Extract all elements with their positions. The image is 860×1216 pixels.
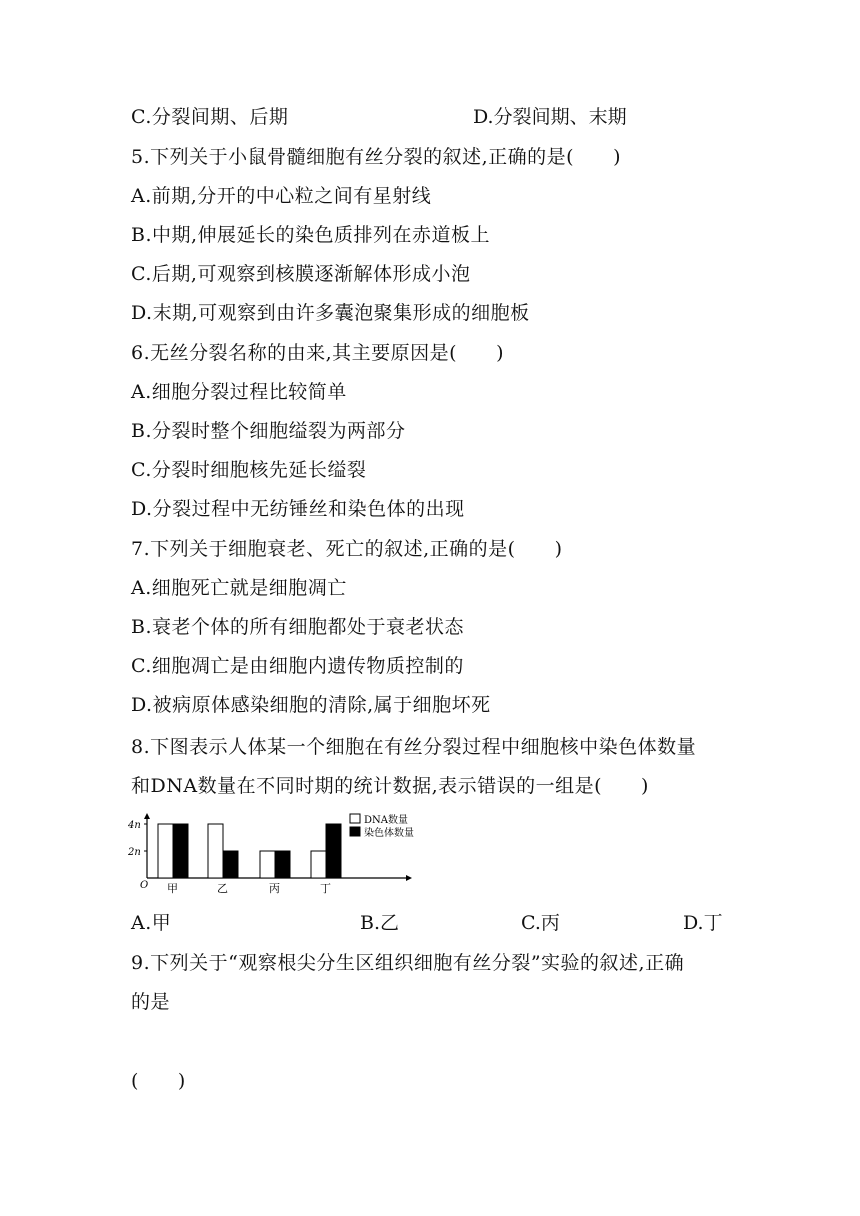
q5-option-c: C.后期,可观察到核膜逐渐解体形成小泡 <box>131 263 471 285</box>
y-tick-label: 2n <box>128 847 141 858</box>
legend-swatch <box>350 814 360 823</box>
bar-dna <box>311 851 326 878</box>
question-8-line-2: 和DNA数量在不同时期的统计数据,表示错误的一组是( ) <box>131 775 649 797</box>
q4-option-c: C.分裂间期、后期 <box>131 106 289 128</box>
q5-option-b: B.中期,伸展延长的染色质排列在赤道板上 <box>131 224 491 246</box>
q8-option-c: C.丙 <box>521 912 560 934</box>
bar-chromosome <box>173 824 188 878</box>
q7-option-d: D.被病原体感染细胞的清除,属于细胞坏死 <box>131 694 491 716</box>
bar-chromosome <box>223 851 238 878</box>
question-5: 5.下列关于小鼠骨髓细胞有丝分裂的叙述,正确的是( ) <box>131 146 621 168</box>
question-6: 6.无丝分裂名称的由来,其主要原因是( ) <box>131 342 504 364</box>
question-8-line-1: 8.下图表示人体某一个细胞在有丝分裂过程中细胞核中染色体数量 <box>131 736 697 758</box>
q6-option-c: C.分裂时细胞核先延长缢裂 <box>131 459 367 481</box>
legend-label: 染色体数量 <box>364 828 414 839</box>
y-axis-arrow <box>144 813 150 819</box>
q4-option-d: D.分裂间期、末期 <box>473 106 627 128</box>
question-9-line-2: 的是 <box>131 991 171 1013</box>
q7-option-b: B.衰老个体的所有细胞都处于衰老状态 <box>131 616 465 638</box>
bar-dna <box>260 851 275 878</box>
bar-dna <box>208 824 223 878</box>
q6-option-d: D.分裂过程中无纺锤丝和染色体的出现 <box>131 498 465 520</box>
x-category-label: 乙 <box>217 882 228 894</box>
q8-option-a: A.甲 <box>131 912 172 934</box>
q8-option-d: D.丁 <box>683 912 723 934</box>
bar-chart <box>128 812 438 894</box>
question-9-answer-paren: ( ) <box>131 1070 186 1092</box>
bar-chromosome <box>275 851 290 878</box>
bar-dna <box>158 824 173 878</box>
q5-option-a: A.前期,分开的中心粒之间有星射线 <box>131 185 432 207</box>
q8-option-b: B.乙 <box>360 912 400 934</box>
q7-option-a: A.细胞死亡就是细胞凋亡 <box>131 577 347 599</box>
legend-swatch <box>350 827 360 836</box>
q7-option-c: C.细胞凋亡是由细胞内遗传物质控制的 <box>131 655 464 677</box>
question-7: 7.下列关于细胞衰老、死亡的叙述,正确的是( ) <box>131 538 563 560</box>
x-category-label: 丙 <box>269 882 280 894</box>
legend-label: DNA数量 <box>364 815 408 826</box>
q5-option-d: D.末期,可观察到由许多囊泡聚集形成的细胞板 <box>131 302 530 324</box>
q6-option-a: A.细胞分裂过程比较简单 <box>131 381 347 403</box>
x-axis-arrow <box>406 875 412 881</box>
y-tick-label: 4n <box>128 820 141 831</box>
x-category-label: 甲 <box>167 882 178 894</box>
q6-option-b: B.分裂时整个细胞缢裂为两部分 <box>131 420 406 442</box>
bar-chromosome <box>326 824 341 878</box>
question-9-line-1: 9.下列关于“观察根尖分生区组织细胞有丝分裂”实验的叙述,正确 <box>131 952 685 974</box>
x-category-label: 丁 <box>320 882 331 894</box>
origin-label: O <box>140 880 149 891</box>
